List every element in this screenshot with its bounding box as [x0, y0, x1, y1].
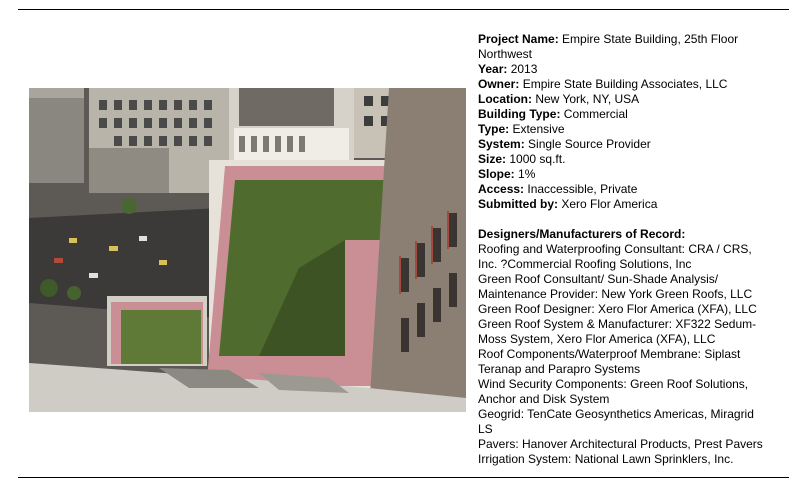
field-value: Xero Flor America [561, 197, 658, 211]
field-label: Size: [478, 152, 507, 166]
project-field [478, 122, 778, 137]
designer-line: Pavers: Hanover Architectural Products, Prest Pavers [478, 437, 763, 451]
field-value: 1000 sq.ft. [509, 152, 566, 166]
designer-line: Wind Security Components: Green Roof Solutions, [478, 377, 749, 391]
field-value: Northwest [478, 47, 533, 61]
designer-line: Green Roof System & Manufacturer: XF322 Sedum- [478, 317, 757, 331]
field-label: Type: [478, 122, 510, 136]
designers-heading: Designers/Manufacturers of Record: [478, 227, 686, 241]
designers-list [478, 242, 778, 467]
field-value: Empire State Building Associates, LLC [522, 77, 728, 91]
designer-line: Green Roof Consultant/ Sun-Shade Analysis/ [478, 272, 719, 286]
project-field [478, 107, 778, 122]
field-value: Single Source Provider [528, 137, 651, 151]
field-label: Owner: [478, 77, 520, 91]
field-value: Extensive [512, 122, 565, 136]
top-divider [18, 9, 789, 10]
designer-line: Roof Components/Waterproof Membrane: Siplast [478, 347, 741, 361]
project-field [478, 32, 778, 47]
project-photo [29, 88, 466, 412]
designer-line: Anchor and Disk System [478, 392, 610, 406]
field-value: 2013 [510, 62, 538, 76]
field-label: System: [478, 137, 525, 151]
project-field [478, 167, 778, 182]
project-field [478, 77, 778, 92]
designer-line: Maintenance Provider: New York Green Roofs, LLC [478, 287, 753, 301]
bottom-divider [18, 477, 789, 478]
project-field [478, 92, 778, 107]
designer-line: Green Roof Designer: Xero Flor America (XFA), LLC [478, 302, 757, 316]
field-label: Year: [478, 62, 508, 76]
designer-line: Roofing and Waterproofing Consultant: CRA / CRS, [478, 242, 752, 256]
designer-line: LS [478, 422, 493, 436]
field-value: Empire State Building, 25th Floor [562, 32, 739, 46]
project-info-panel [478, 32, 778, 467]
designer-line: Irrigation System: National Lawn Sprinklers, Inc. [478, 452, 734, 466]
project-field [478, 47, 778, 62]
project-fields [478, 32, 778, 212]
designer-line: Geogrid: TenCate Geosynthetics Americas, Miragrid [478, 407, 754, 421]
project-field [478, 182, 778, 197]
project-field [478, 62, 778, 77]
designer-line: Teranap and Parapro Systems [478, 362, 641, 376]
field-value: Inaccessible, Private [527, 182, 638, 196]
field-label: Project Name: [478, 32, 559, 46]
project-field [478, 152, 778, 167]
project-field [478, 137, 778, 152]
field-value: New York, NY, USA [535, 92, 640, 106]
project-field [478, 197, 778, 212]
field-label: Access: [478, 182, 525, 196]
field-label: Slope: [478, 167, 515, 181]
designer-line: Moss System, Xero Flor America (XFA), LLC [478, 332, 716, 346]
field-label: Location: [478, 92, 532, 106]
field-value: Commercial [563, 107, 628, 121]
field-label: Submitted by: [478, 197, 558, 211]
field-value: 1% [518, 167, 536, 181]
designer-line: Inc. ?Commercial Roofing Solutions, Inc [478, 257, 692, 271]
field-label: Building Type: [478, 107, 561, 121]
